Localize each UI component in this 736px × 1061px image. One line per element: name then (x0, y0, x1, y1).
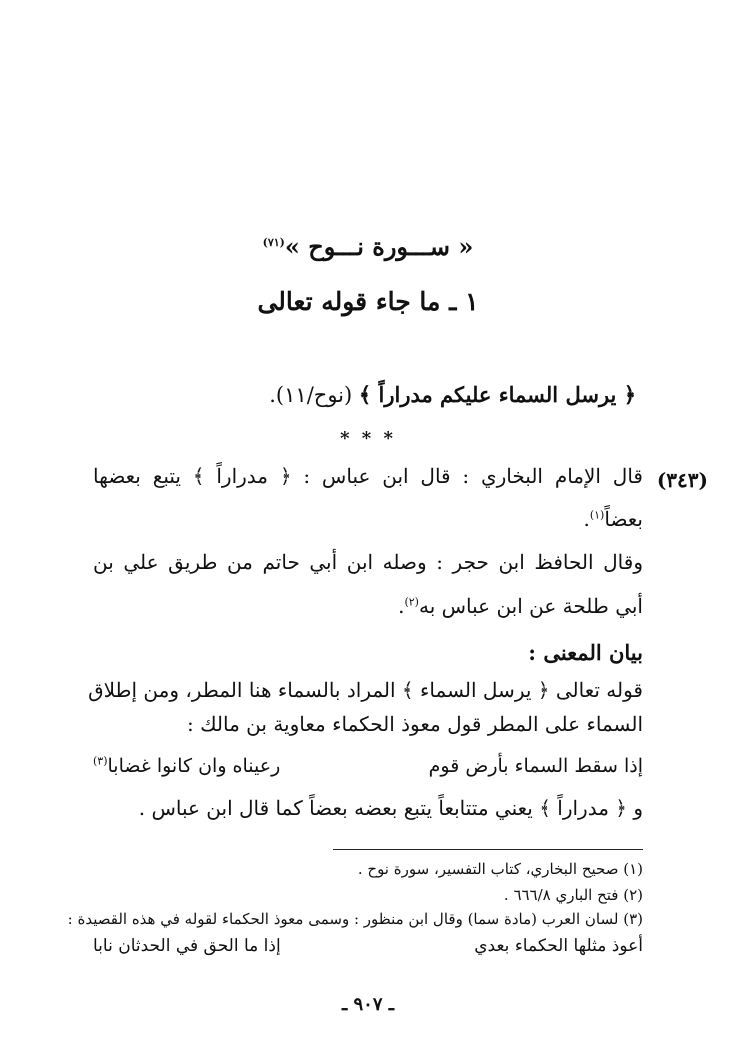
body-line: بعضاً$^{(١)}$. (583, 507, 643, 531)
poem-first-half: إذا سقط السماء بأرض قوم (428, 755, 643, 777)
page-number: ـ ٩٠٧ ـ (341, 994, 395, 1015)
meaning-heading: بيان المعنى : (528, 640, 643, 665)
meaning-line: و ﴿ مدراراً ﴾ يعني متتابعاً يتبع بعضه بعضاً كما قال ابن عباس . (138, 796, 643, 820)
body-line-text: بعضاً (604, 507, 643, 531)
meaning-line: السماء على المطر قول معوذ الحكماء معاوية بن مالك : (186, 712, 643, 736)
footnote: (٣) لسان العرب (مادة سما) وقال ابن منظور : وسمى معوذ الحكماء لقوله في هذه القصيدة : (67, 910, 643, 928)
footnote-divider (333, 849, 643, 850)
poem-second-half: رعيناه وان كانوا غضابا (107, 755, 281, 777)
footnote-poem-first-half: أعوذ مثلها الحكماء بعدي (474, 936, 643, 956)
verse-line (269, 382, 636, 407)
footnote: (٢) فتح الباري ٦٦٦/٨ . (503, 886, 643, 904)
footnote: (١) صحيح البخاري، كتاب التفسير، سورة نوح . (357, 860, 643, 878)
body-line-text: أبي طلحة عن ابن عباس به (418, 594, 643, 618)
body-line: أبي طلحة عن ابن عباس به$^{(٢)}$. (398, 594, 643, 618)
separator-stars: * * * (340, 428, 396, 449)
poem-second-half-wrap (93, 755, 280, 777)
hadith-number: (٣٤٣) (656, 468, 708, 492)
verse-text: ﴿ يرسل السماء عليكم مدراراً ﴾ (358, 382, 636, 407)
surah-title (0, 232, 736, 261)
body-line: قال الإمام البخاري : قال ابن عباس : ﴿ مدراراً ﴾ يتبع بعضها (93, 464, 643, 488)
footnote-poem-second-half: إذا ما الحق في الحدثان نابا (93, 936, 281, 956)
footnote-ref: (١) (589, 508, 605, 522)
section-heading: ١ ـ ما جاء قوله تعالى (257, 287, 479, 316)
body-line: وقال الحافظ ابن حجر : وصله ابن أبي حاتم من طريق علي بن (93, 550, 643, 574)
meaning-line: قوله تعالى ﴿ يرسل السماء ﴾ المراد بالسماء هنا المطر، ومن إطلاق (88, 678, 643, 702)
surah-title-text: « ســـورة نـــوح » (284, 232, 474, 261)
surah-number: (٧١) (262, 236, 285, 249)
verse-reference: (نوح/١١). (269, 383, 353, 407)
footnote-ref: (٢) (404, 595, 419, 609)
footnote-ref: (٣) (93, 754, 108, 768)
